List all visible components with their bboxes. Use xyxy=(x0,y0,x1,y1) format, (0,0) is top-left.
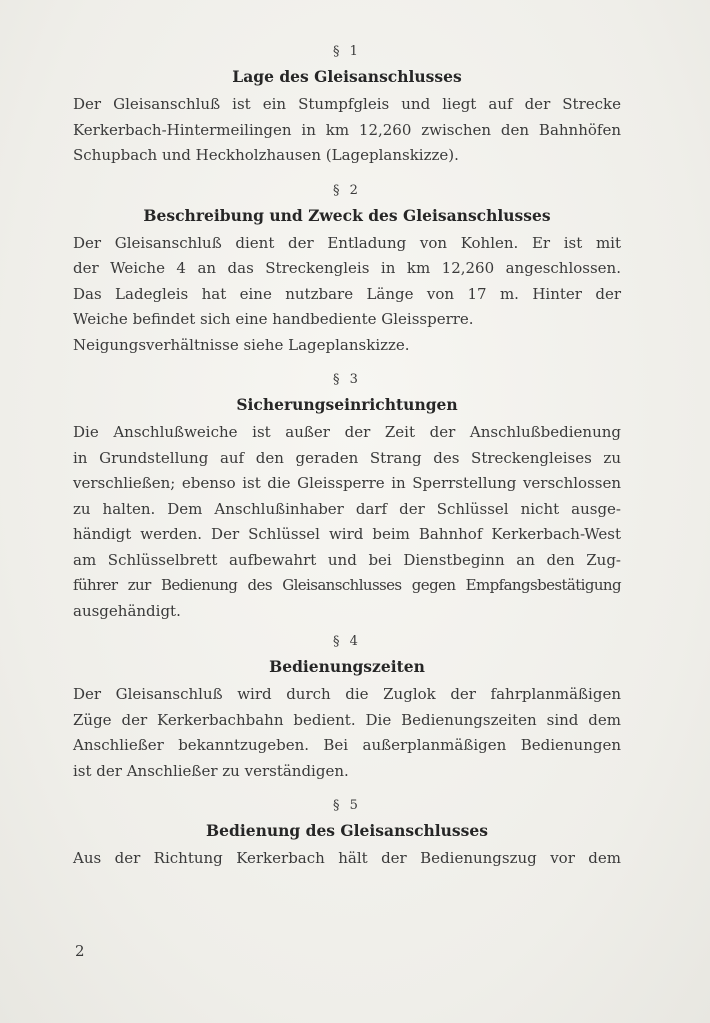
section-number: § 4 xyxy=(333,634,361,649)
text-line: Das Ladegleis hat eine nutzbare Länge von 17 m. Hinter der xyxy=(73,284,621,303)
section-heading: Sicherungseinrichtungen xyxy=(236,395,458,414)
text-line: händigt werden. Der Schlüssel wird beim Bahnhof Kerkerbach-West xyxy=(73,525,621,543)
text-line: zu halten. Dem Anschlußinhaber darf der Schlüssel nicht ausge- xyxy=(73,499,621,518)
text-line: der Weiche 4 an das Streckengleis in km 12,260 angeschlossen. xyxy=(73,259,621,277)
section-heading: Bedienung des Gleisanschlusses xyxy=(206,821,488,840)
section-heading: Bedienungszeiten xyxy=(269,657,425,676)
section-number: § 3 xyxy=(333,372,361,387)
section-number: § 1 xyxy=(333,44,361,59)
section-number: § 5 xyxy=(333,798,361,813)
text-line: Züge der Kerkerbachbahn bedient. Die Bedienungszeiten sind dem xyxy=(73,710,621,729)
text-line: in Grundstellung auf den geraden Strang des Streckengleises zu xyxy=(73,448,621,467)
text-line: Der Gleisanschluß ist ein Stumpfgleis und liegt auf der Strecke xyxy=(73,95,621,113)
text-line: Schupbach und Heckholzhausen (Lageplanskizze). xyxy=(73,146,459,164)
text-line: Der Gleisanschluß wird durch die Zuglok der fahrplanmäßigen xyxy=(73,685,621,703)
section-body xyxy=(73,420,621,624)
text-line: Weiche befindet sich eine handbediente Gleissperre. xyxy=(73,310,474,328)
section-heading: Lage des Gleisanschlusses xyxy=(232,67,462,86)
section-body xyxy=(73,231,621,359)
text-line: verschließen; ebenso ist die Gleissperre in Sperrstellung verschlossen xyxy=(73,474,621,492)
text-line: Kerkerbach-Hintermeilingen in km 12,260 zwischen den Bahnhöfen xyxy=(73,120,621,139)
section-3 xyxy=(73,368,621,624)
text-line: Anschließer bekanntzugeben. Bei außerplanmäßigen Bedienungen xyxy=(73,736,621,754)
text-line: ist der Anschließer zu verständigen. xyxy=(73,761,349,780)
page-number: 2 xyxy=(75,942,85,960)
section-number: § 2 xyxy=(333,182,361,198)
section-body xyxy=(73,92,621,169)
section-4 xyxy=(73,630,621,784)
text-line: Der Gleisanschluß dient der Entladung von Kohlen. Er ist mit xyxy=(73,233,621,252)
section-body xyxy=(73,682,621,784)
text-line: Aus der Richtung Kerkerbach hält der Bedienungszug vor dem xyxy=(73,849,621,867)
text-line: Neigungsverhältnisse siehe Lageplanskizze. xyxy=(73,335,410,354)
document-content xyxy=(73,40,621,872)
section-5 xyxy=(73,794,621,872)
section-1 xyxy=(73,40,621,169)
text-line: Die Anschlußweiche ist außer der Zeit der Anschlußbedienung xyxy=(73,423,621,441)
section-heading: Beschreibung und Zweck des Gleisanschlusses xyxy=(143,205,551,225)
text-line: führer zur Bedienung des Gleisanschlusses gegen Empfangsbestätigung xyxy=(73,576,621,594)
section-body xyxy=(73,846,621,872)
text-line: am Schlüsselbrett aufbewahrt und bei Dienstbeginn an den Zug- xyxy=(73,550,621,569)
text-line: ausgehändigt. xyxy=(73,601,181,620)
section-2 xyxy=(73,179,621,359)
